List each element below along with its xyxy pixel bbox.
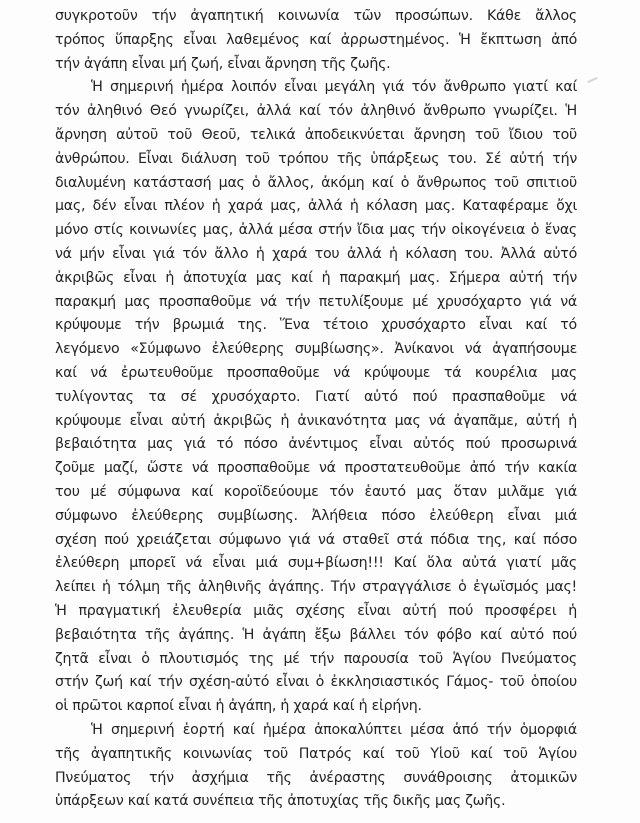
text-line: συγκροτοῦν τήν ἀγαπητική κοινωνία τῶν προσώπων. Κάθε ἄλλος (55, 8, 577, 24)
text-line: στήν ζωή καί τήν σχέση-αὐτό εἶναι ὁ ἐκκλησιαστικός Γάμος- τοῦ ὁποίου (55, 674, 577, 691)
text-line: βεβαιότητα μας γιά τό πόσο ἀνέντιμος εἶναι αὐτός πού προσωρινά (55, 436, 577, 453)
paragraph (55, 719, 577, 814)
text-line: τυλίγοντας τα σέ χρυσόχαρτο. Γιατί αὐτό πού πρασπαθοῦμε νά (55, 388, 577, 405)
text-line: ζητᾶ εἶναι ὁ πλουτισμός της μέ τήν παρουσία τοῦ Ἁγίου Πνεύματος (55, 650, 577, 667)
text-line: ἀκριβῶς εἶναι ἡ ἀποτυχία μας καί ἡ παρακμή μας. Σήμερα αὐτή τήν (55, 269, 577, 286)
text-line: διαλυμένη κατάστασή μας ὁ ἄλλος, ἀκόμη καί ὁ ἄνθρωπος τοῦ σπιτιοῦ (55, 174, 577, 191)
text-line: Ἡ σημερινή ἑορτή καί ἡμέρα ἀποκαλύπτει μέσα ἀπό τήν ὁμορφιά (91, 721, 577, 738)
text-line: ἐλεύθερη μπορεῖ νά εἶναι μιά συμ+βίωση!!! Καί ὅλα αὐτά γιατί μᾶς (55, 555, 577, 572)
text-line: βεβαιότητα τῆς ἀγάπης. Ἡ ἀγάπη ἔξω βάλλει τόν φόβο καί αὐτό πού (55, 626, 577, 643)
text-line: παρακμή μας προσπαθοῦμε νά τήν πετυλίξουμε μέ χρυσόχαρτο γιά νά (55, 293, 577, 310)
text-line: ἄρνηση αὐτοῦ τοῦ Θεοῦ, τελικά ἀποδεικνύεται ἄρνηση τοῦ ἴδιου τοῦ (55, 126, 577, 143)
text-line: Πνεύματος τήν ἀσχήμια τῆς ἀνέραστης συνάθροισης ἀτομικῶν (55, 769, 577, 786)
body-text (55, 5, 577, 814)
text-line: λείπει ἡ τόλμη τῆς ἀληθινῆς ἀγάπης. Τήν στραγγάλισε ὁ ἐγωϊσμός μας! (55, 579, 577, 596)
text-line: ζοῦμε μαζί, ὥστε νά προσπαθοῦμε νά προστατευθοῦμε ἀπό τήν κακία (55, 460, 577, 477)
text-line: οἱ πρῶτοι καρποί εἶναι ἡ ἀγάπη, ἡ χαρά καί ἡ εἰρήνη. (55, 698, 422, 715)
text-line: Ἡ σημερινή ἡμέρα λοιπόν εἶναι μεγάλη γιά τόν ἄνθρωπο γιατί καί (91, 79, 577, 96)
text-line: κρύψουμε εἶναι αὐτή ἀκριβῶς ἡ ἀνικανότητα μας νά ἀγαπᾶμε, αὐτή ἡ (55, 412, 577, 429)
text-line: τῆς ἀγαπητικῆς κοινωνίας τοῦ Πατρός καί τοῦ Υἱοῦ καί τοῦ Ἁγίου (55, 745, 577, 762)
text-line: του μέ σύμφωνα καί κοροϊδεύουμε τόν ἑαυτό μας ὅταν μιλᾶμε γιά (55, 483, 577, 500)
pen-mark-artifact (587, 77, 598, 83)
text-line: Ἡ πραγματική ἐλευθερία μιᾶς σχέσης εἶναι αὐτή πού προσφέρει ἡ (55, 602, 577, 619)
text-line: τήν ἀγάπη εἶναι μή ζωή, εἶναι ἄρνηση τῆς ζωῆς. (55, 55, 391, 72)
text-line: μόνο στίς κοινωνίες μας, ἀλλά μέσα στήν ἴδια μας τήν οἰκογένεια ὁ ἕνας (55, 222, 577, 239)
text-line: σύμφωνο ἐλεύθερης συμβίωσης. Ἀλήθεια πόσο ἐλεύθερη εἶναι μιά (55, 507, 577, 524)
text-line: ὑπάρξεων καί κατά συνέπεια τῆς ἀποτυχίας τῆς δικῆς μας ζωῆς. (55, 793, 506, 810)
paragraph (55, 5, 577, 76)
text-line: καί νά ἐρωτευθοῦμε προσπαθοῦμε νά κρύψουμε τά κουρέλια μας (55, 364, 577, 381)
text-line: ἀνθρώπου. Εἶναι διάλυση τοῦ τρόπου τῆς ὑπάρξεως του. Σέ αὐτή τήν (55, 150, 577, 167)
paragraph (55, 76, 577, 719)
text-line: κρύψουμε τήν βρωμιά της. Ἕνα τέτοιο χρυσόχαρτο εἶναι καί τό (55, 317, 577, 334)
text-line: τόν ἀληθινό Θεό γνωρίζει, ἀλλά καί τόν ἀληθινό ἄνθρωπο γνωρίζει. Ἡ (55, 103, 577, 120)
text-line: τρόπος ὕπαρξης εἶναι λαθεμένος καί ἀρρωστημένος. Ἡ ἔκπτωση ἀπό (55, 31, 577, 48)
text-line: μας, δέν εἶναι πλέον ἡ χαρά μας, ἀλλά ἡ κόλαση μας. Καταφέραμε ὄχι (55, 198, 577, 215)
text-line: νά μήν εἶναι γιά τόν ἄλλο ἡ χαρά του ἀλλά ἡ κόλαση του. Ἀλλά αὐτό (55, 245, 577, 262)
text-line: σχέση πού χρειάζεται σύμφωνο γιά νά σταθεῖ στά πόδια της, καί πόσο (55, 531, 577, 548)
text-line: λεγόμενο «Σύμφωνο ἐλεύθερης συμβίωσης». Ἀνίκανοι νά ἀγαπήσουμε (55, 341, 577, 358)
